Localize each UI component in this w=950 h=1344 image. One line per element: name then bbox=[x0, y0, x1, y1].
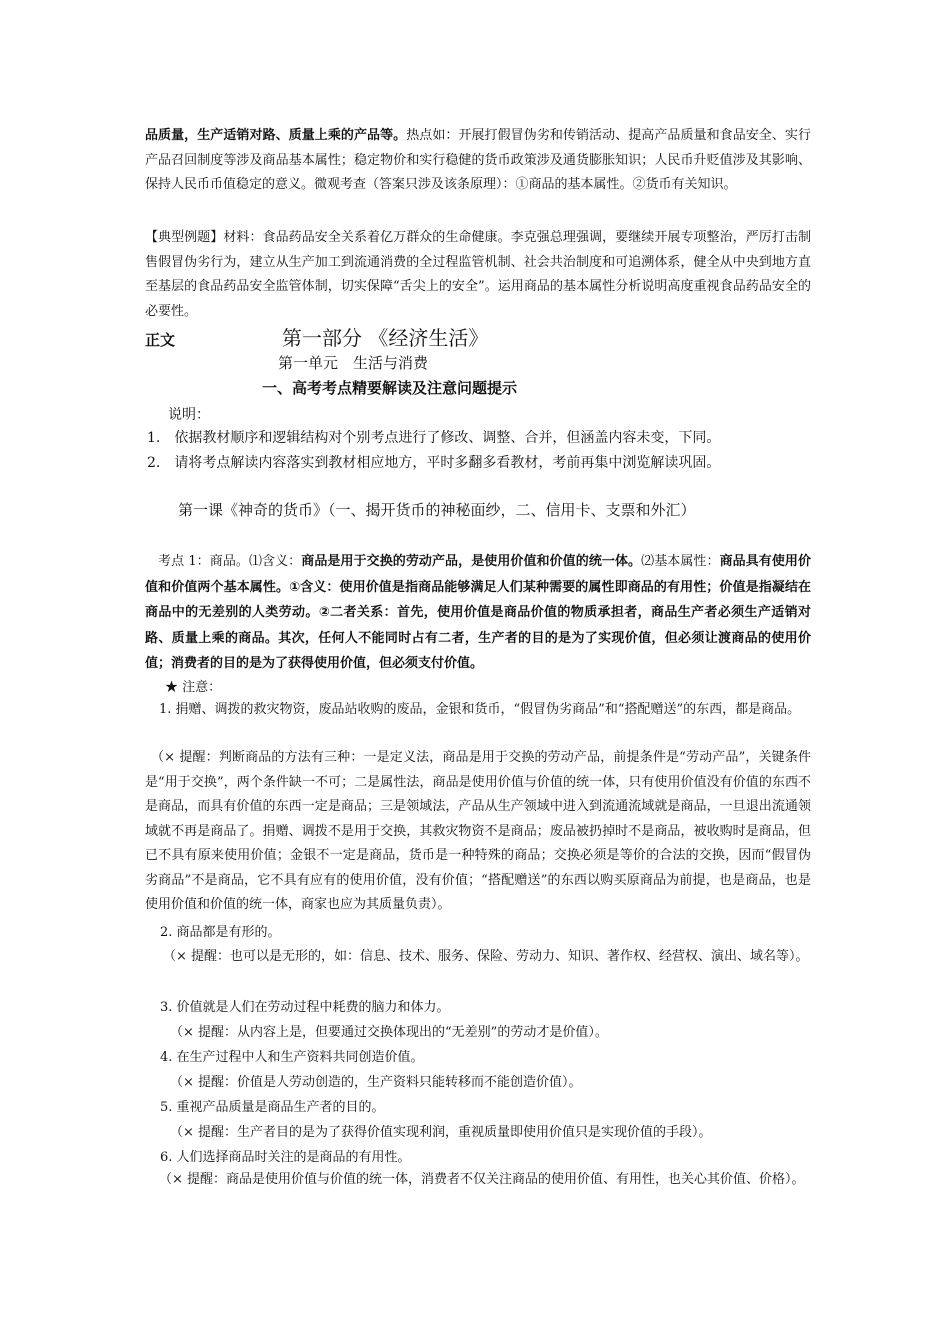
item-statement: 6. 人们选择商品时关注的是商品的有用性。 bbox=[160, 1150, 411, 1165]
item-tip: （× 提醒：商品是使用价值与价值的统一体，消费者不仅关注商品的使用价值、有用性，也关心其价值、价格）。 bbox=[159, 1172, 805, 1187]
lesson-title: 第一课《神奇的货币》（一、揭开货币的神秘面纱，二、信用卡、支票和外汇） bbox=[178, 501, 696, 519]
note-item: 1. 依据教材顺序和逻辑结构对个别考点进行了修改、调整、合并，但涵盖内容未变，下同。 bbox=[147, 430, 721, 446]
item-statement: 1. 捐赠、调拨的救灾物资，废品站收购的废品，金银和货币，“假冒伪劣商品”和“搭配赠送”的东西，都是商品。 bbox=[159, 702, 801, 717]
explain-label: 说明： bbox=[168, 407, 210, 423]
intro-paragraph bbox=[145, 124, 811, 198]
example-text: 材料：食品药品安全关系着亿万群众的生命健康。李克强总理强调，要继续开展专项整治，严厉打击制售假冒伪劣行为，建立从生产加工到流通消费的全过程监管机制、社会共治制度和可追溯体系，健全从中央到地方直至基层的食品药品安全监管体制，切实保障“舌尖上的安全”。运用商品的基本属性分析说明高度重视食品药品安全的必要性。 bbox=[145, 230, 811, 319]
attention-label: ★ 注意： bbox=[165, 680, 222, 695]
section-title: 一、高考考点精要解读及注意问题提示 bbox=[262, 379, 518, 397]
intro-bold-text: 品质量，生产适销对路、质量上乘的产品等。 bbox=[145, 128, 407, 143]
example-paragraph bbox=[145, 226, 811, 324]
body-label: 正文 bbox=[145, 331, 176, 349]
item-statement: 5. 重视产品质量是商品生产者的目的。 bbox=[160, 1100, 385, 1115]
item-tip: （× 提醒：判断商品的方法有三种：一是定义法，商品是用于交换的劳动产品，前提条件是“劳动产品”，关键条件是“用于交换”，两个条件缺一不可；二是属性法，商品是使用价值与价值的统一体，只有使用价值没有价值的东西不是商品，而具有价值的东西一定是商品；三是领域法，产品从生产领域中进入到流通流域就是商品，一旦退出流通领域就不再是商品了。捐赠、调拨不是用于交换，其救灾物资不是商品；废品被扔掉时不是商品，被收购时是商品，但已不具有原来使用价值；金银不一定是商品，货币是一种特殊的商品；交换必须是等价的合法的交换，因而“假冒伪劣商品”不是商品，它不具有应有的使用价值，没有价值；“搭配赠送”的东西以购买原商品为前提，也是商品，也是使用价值和价值的统一体，商家也应为其质量负责）。 bbox=[145, 750, 811, 912]
point1-mid: ⑵基本属性： bbox=[641, 554, 720, 569]
note-item: 2. 请将考点解读内容落实到教材相应地方，平时多翻多看教材，考前再集中浏览解读巩固。 bbox=[147, 455, 721, 471]
unit-title: 第一单元 生活与消费 bbox=[278, 354, 429, 372]
example-tag: 【典型例题】 bbox=[145, 230, 224, 245]
point1-attributes: 商品具有使用价值和价值两个基本属性。①含义：使用价值是指商品能够满足人们某种需要的属性即商品的有用性；价值是指凝结在商品中的无差别的人类劳动。②二者关系：首先，使用价值是商品价值的物质承担者，商品生产者必须生产适销对路、质量上乘的商品。其次，任何人不能同时占有二者，生产者的目的是为了实现价值，但必须让渡商品的使用价值；消费者的目的是为了获得使用价值，但必须支付价值。 bbox=[145, 554, 811, 671]
item-6-tip bbox=[145, 1168, 811, 1193]
item-tip: （× 提醒：价值是人劳动创造的，生产资料只能转移而不能创造价值）。 bbox=[170, 1075, 582, 1090]
item-2-tip bbox=[145, 945, 811, 970]
point1-lead: 考点 1：商品。⑴含义： bbox=[158, 554, 302, 569]
item-tip: （× 提醒：生产者目的是为了获得价值实现利润，重视质量即使用价值只是实现价值的手段）。 bbox=[170, 1125, 712, 1140]
item-statement: 3. 价值就是人们在劳动过程中耗费的脑力和体力。 bbox=[160, 1000, 450, 1015]
item-tip: （× 提醒：也可以是无形的，如：信息、技术、服务、保险、劳动力、知识、著作权、经营权、演出、域名等）。 bbox=[163, 949, 809, 964]
part-title: 第一部分 《经济生活》 bbox=[282, 326, 489, 350]
item-statement: 2. 商品都是有形的。 bbox=[160, 925, 281, 940]
point1-paragraph bbox=[145, 549, 811, 677]
item-1-statement bbox=[145, 698, 811, 723]
intro-text: 热点如：开展打假冒伪劣和传销活动、提高产品质量和食品安全、实行产品召回制度等涉及商品基本属性；稳定物价和实行稳健的货币政策涉及通货膨胀知识；人民币升贬值涉及其影响、保持人民币币值稳定的意义。微观考查（答案只涉及该条原理）：①商品的基本属性。②货币有关知识。 bbox=[145, 128, 811, 192]
item-statement: 4. 在生产过程中人和生产资料共同创造价值。 bbox=[160, 1050, 424, 1065]
point1-definition: 商品是用于交换的劳动产品，是使用价值和价值的统一体。 bbox=[301, 554, 642, 569]
item-1-tip bbox=[145, 746, 811, 918]
item-tip: （× 提醒：从内容上是，但要通过交换体现出的“无差别”的劳动才是价值）。 bbox=[170, 1025, 608, 1040]
